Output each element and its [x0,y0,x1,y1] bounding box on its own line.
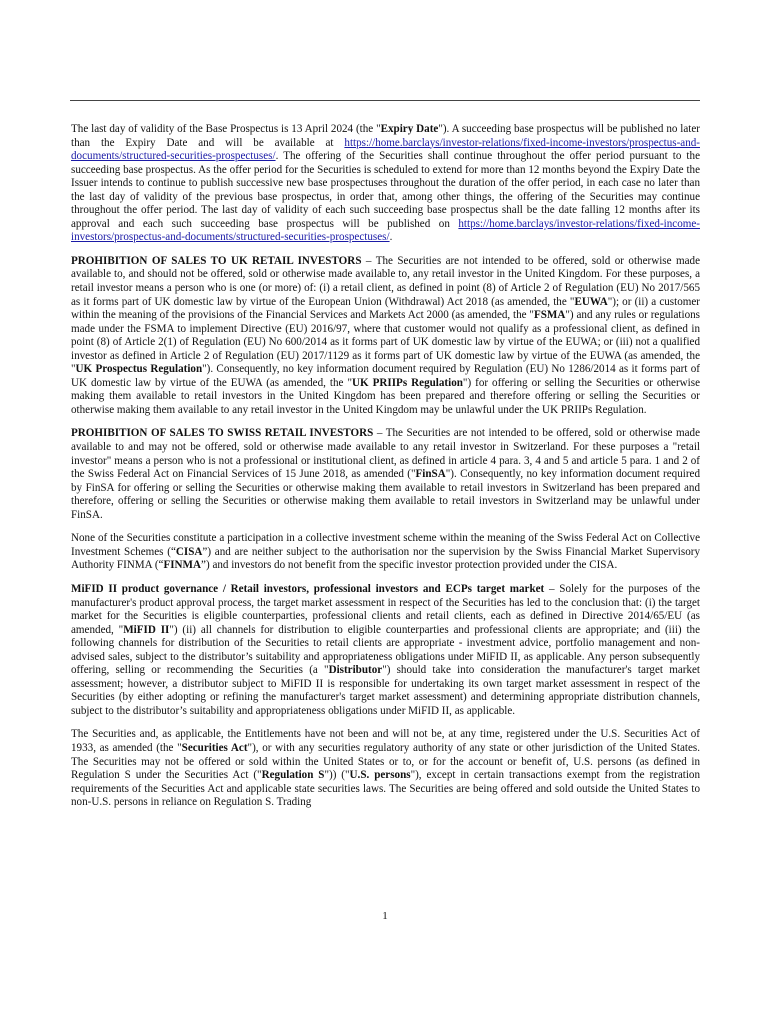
defined-term-uk-priips-regulation: UK PRIIPs Regulation [352,376,463,389]
mifid-heading: MiFID II product governance / Retail investors, professional investors and ECPs target market [71,582,545,595]
swiss-retail-heading: PROHIBITION OF SALES TO SWISS RETAIL INVESTORS [71,427,374,440]
defined-term-us-persons: U.S. persons [349,769,411,782]
swiss-retail-prohibition-paragraph [71,427,700,522]
text-run: "). Consequently, no key information document required by Regulation (EU) No 1286/2014 as it forms part of UK domestic law by virtue of the EUWA (as amended, the " [71,363,700,389]
defined-term-regulation-s: Regulation S [261,769,325,782]
defined-term-expiry-date: Expiry Date [380,123,439,135]
text-run: "), or with any securities regulatory authority of any state or other jurisdiction of the United States. The Securities may not be offered or sold within the United States or to, or for the account or benefit of, U.S. persons (as defined in Regulation S under the Securities Act (" [71,741,700,782]
text-run: ”) and are neither subject to the authorisation nor the supervision by the Swiss Financial Market Supervisory Authority FINMA (“ [71,545,700,572]
mifid-paragraph [71,583,700,718]
defined-term-cisa: CISA [175,545,203,558]
text-run: ") should take into consideration the manufacturer's target market assessment; however, a distributor subject to MiFID II is responsible for undertaking its own target market assessment in respect of the Securities (by either adopting or refining the manufacturer's target market assessment) and determining appropriate distribution channels, subject to the distributor’s suitability and appropriateness obligations under MiFID II, as applicable. [71,664,700,717]
text-run: – The Securities are not intended to be offered, sold or otherwise made available to, and should not be offered, sold or otherwise made available to, any retail investor in the United Kingdom. For these purposes, a retail investor means a person who is one (or more) of: (i) a retail client, as defined in point (8) of Article 2 of Regulation (EU) No 2017/565 as it forms part of UK domestic law by virtue of the European Union (Withdrawal) Act 2018 (as amended, the " [71,254,700,308]
defined-term-uk-prospectus-regulation: UK Prospectus Regulation [75,363,203,376]
text-run: "). Consequently, no key information document required by FinSA for offering or selling the Securities or otherwise making them available to retail investors in Switzerland has been prepared and therefore, offering or selling the Securities or otherwise making them available to retail investors in Switzerland may be unlawful under FinSA. [71,468,700,521]
text-run: – Solely for the purposes of the manufacturer's product approval process, the target market assessment in respect of the Securities has led to the conclusion that: (i) the target market for the Securities is eligible counterparties, professional clients and retail clients, each as defined in Directive 2014/65/EU (as amended, " [71,582,700,636]
text-run: . The offering of the Securities shall continue throughout the offer period pursuant to the succeeding base prospectus. As the offer period for the Securities is scheduled to extend for more than 12 months beyond the Expiry Date the Issuer intends to continue to publish successive new base prospectuses throughout the duration of the offer period, in each case no later than the last day of validity of the previous base prospectus, in order that, among other things, the offering of the Securities may continue throughout the offer period. The last day of validity of each such succeeding base prospectus shall be the date falling 12 months after its approval and each such succeeding base prospectus will be published on [71,150,700,230]
defined-term-euwa: EUWA [574,295,608,308]
prospectus-link-2[interactable]: https://home.barclays/investor-relations/fixed-income-investors/prospectus-and-documents/structured-securities-prospectuses/ [71,217,700,244]
defined-term-fsma: FSMA [533,309,566,322]
uk-retail-heading: PROHIBITION OF SALES TO UK RETAIL INVESTORS [71,254,362,267]
page-number: 1 [382,910,388,922]
text-run: ") (ii) all channels for distribution to eligible counterparties and professional clients are appropriate; and (iii) the following channels for distribution of the Securities to retail clients are appropriate - investment advice, portfolio management and non-advised sales, subject to the distributor’s suitability and appropriateness obligations under MiFID II, as applicable. Any person subsequently offering, selling or recommending the Securities (a " [71,623,701,677]
cisa-paragraph [71,532,700,573]
defined-term-distributor: Distributor [328,664,383,677]
uk-retail-prohibition-paragraph [71,255,700,418]
expiry-date-paragraph [71,123,700,245]
page-body [71,123,700,820]
text-run: . [389,231,393,244]
header-rule [70,100,700,101]
defined-term-finsa: FinSA [415,468,446,481]
text-run: ")) (" [324,769,350,782]
text-run: ") and any rules or regulations made under the FSMA to implement Directive (EU) 2016/97, where that customer would not qualify as a professional client, as defined in point (8) of Article 2(1) of Regulation (EU) No 600/2014 as it forms part of UK domestic law by virtue of the EUWA; or (iii) not a qualified investor as defined in Article 2 of Regulation (EU) 2017/1129 as it forms part of UK domestic law by virtue of the EUWA (as amended, the " [71,309,700,376]
text-run: ") for offering or selling the Securities or otherwise making them available to retail investors in the United Kingdom has been prepared and therefore offering or selling the Securities or otherwise making them available to any retail investor in the United Kingdom may be unlawful under the UK PRIIPs Regulation. [71,376,701,416]
text-run: "); or (ii) a customer within the meaning of the provisions of the Financial Services and Markets Act 2000 (as amended, the " [71,295,700,322]
defined-term-finma: FINMA [163,559,202,572]
text-run: "), except in certain transactions exempt from the registration requirements of the Securities Act and applicable state securities laws. The Securities are being offered and sold outside the United States to non-U.S. persons in reliance on Regulation S. Trading [71,769,701,809]
text-run: – The Securities are not intended to be offered, sold or otherwise made available to and may not be offered, sold or otherwise made available to any retail investor in Switzerland. For these purposes a "retail investor" means a person who is not a professional or institutional client, as defined in article 4 para. 3, 4 and 5 and article 5 para. 1 and 2 of the Swiss Federal Act on Financial Services of 15 June 2018, as amended (" [71,427,700,481]
us-securities-paragraph [71,728,700,809]
defined-term-securities-act: Securities Act [181,741,248,754]
defined-term-mifid-ii: MiFID II [123,623,170,636]
text-run: ”) and investors do not benefit from the specific investor protection provided under the CISA. [201,559,618,572]
text-run: The last day of validity of the Base Prospectus is 13 April 2024 (the " [71,123,381,135]
text-run: The Securities and, as applicable, the Entitlements have not been and will not be, at any time, registered under the U.S. Securities Act of 1933, as amended (the " [71,728,700,754]
prospectus-link-1[interactable]: https://home.barclays/investor-relations/fixed-income-investors/prospectus-and-documents/structured-securities-prospectuses/ [71,136,700,163]
text-run: None of the Securities constitute a participation in a collective investment scheme within the meaning of the Swiss Federal Act on Collective Investment Schemes (“ [71,532,700,558]
text-run: "). A succeeding base prospectus will be published no later than the Expiry Date and will be available at [71,123,701,149]
